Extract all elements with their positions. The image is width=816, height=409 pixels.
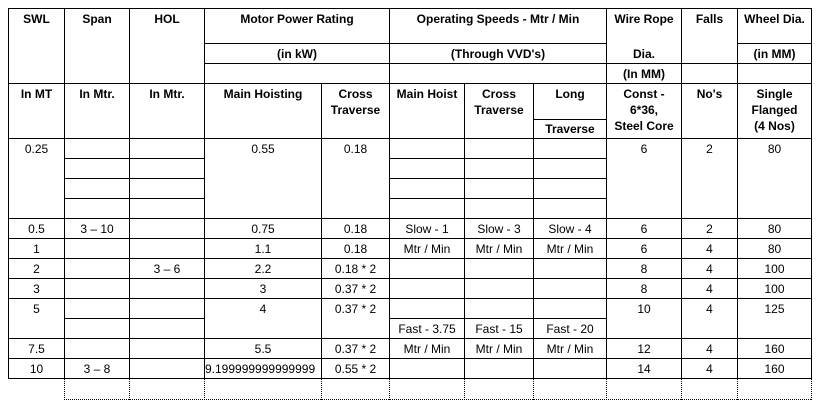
header-wheel-type: Single Flanged (4 Nos) — [751, 87, 798, 133]
cell-rope-dia: 8 — [640, 282, 648, 296]
cell-wheel-dia: 160 — [764, 342, 785, 356]
header-motor-power: Motor Power Rating — [240, 12, 354, 26]
header-unit-span: In Mtr. — [79, 87, 115, 101]
cell-falls: 2 — [706, 222, 713, 236]
cell-swl: 10 — [29, 362, 44, 376]
cell-rope-dia: 6 — [640, 142, 648, 156]
cell-span: 3 – 10 — [80, 222, 114, 236]
cell-hoist-speed: Fast - 3.75 — [398, 322, 456, 336]
header-unit-hol: In Mtr. — [149, 87, 185, 101]
cell-cross-traverse-kw: 0.18 — [343, 242, 368, 256]
header-cross-traverse-speed: Cross Traverse — [474, 87, 524, 117]
cell-wheel-dia: 80 — [767, 242, 782, 256]
cell-cross-traverse-kw: 0.37 * 2 — [334, 302, 377, 316]
header-rope-construction: Const - 6*36, Steel Core — [614, 87, 674, 133]
cell-cross-traverse-kw: 0.18 * 2 — [334, 262, 377, 276]
cell-rope-dia: 8 — [640, 262, 648, 276]
cell-wheel-dia: 80 — [767, 222, 782, 236]
cell-hoist-speed: Mtr / Min — [403, 242, 451, 256]
cell-swl: 0.5 — [28, 222, 45, 236]
cell-main-hoisting: 1.1 — [254, 242, 272, 256]
cell-swl: 3 — [33, 282, 40, 296]
header-cross-traverse-motor: Cross Traverse — [330, 87, 381, 117]
cell-hoist-speed: Slow - 1 — [405, 222, 449, 236]
cell-falls: 2 — [706, 142, 713, 156]
cell-main-hoisting: 0.55 — [251, 142, 275, 156]
cell-ct-speed: Mtr / Min — [475, 242, 523, 256]
cell-wheel-dia: 100 — [764, 262, 785, 276]
header-span: Span — [82, 12, 112, 26]
cell-falls: 4 — [706, 362, 713, 376]
header-wire-rope: Wire Rope — [614, 12, 674, 26]
cell-hol: 3 – 6 — [153, 262, 181, 276]
cell-rope-dia: 6 — [640, 222, 648, 236]
header-wire-rope-unit: (In MM) — [623, 67, 665, 81]
cell-rope-dia: 10 — [637, 302, 651, 316]
cell-falls: 4 — [706, 302, 713, 316]
cell-span: 3 – 8 — [83, 362, 111, 376]
header-falls: Falls — [695, 12, 724, 26]
cell-falls: 4 — [706, 242, 713, 256]
header-wheel-dia: Wheel Dia. — [744, 12, 805, 26]
cell-main-hoisting: 0.75 — [251, 222, 275, 236]
cell-swl: 5 — [33, 302, 40, 316]
header-motor-unit: (in kW) — [277, 47, 317, 61]
cell-falls: 4 — [706, 282, 713, 296]
cell-hoist-speed: Mtr / Min — [403, 342, 451, 356]
header-traverse: Traverse — [545, 122, 595, 136]
cell-falls: 4 — [706, 262, 713, 276]
header-main-hoisting: Main Hoisting — [223, 87, 303, 101]
cell-ct-speed: Slow - 3 — [477, 222, 521, 236]
cell-rope-dia: 12 — [637, 342, 651, 356]
cell-swl: 2 — [33, 262, 40, 276]
cell-lt-speed: Mtr / Min — [546, 242, 594, 256]
header-wire-rope-dia: Dia. — [632, 47, 655, 61]
cell-cross-traverse-kw: 0.55 * 2 — [334, 362, 377, 376]
header-hol: HOL — [154, 12, 180, 26]
cell-cross-traverse-kw: 0.18 — [343, 142, 368, 156]
cell-rope-dia: 14 — [637, 362, 651, 376]
cell-lt-speed: Mtr / Min — [546, 342, 594, 356]
cell-wheel-dia: 160 — [764, 362, 785, 376]
cell-rope-dia: 6 — [640, 242, 648, 256]
cell-wheel-dia: 80 — [767, 142, 782, 156]
header-swl: SWL — [23, 12, 50, 26]
cell-wheel-dia: 100 — [764, 282, 785, 296]
cell-ct-speed: Fast - 15 — [475, 322, 523, 336]
cell-lt-speed: Slow - 4 — [548, 222, 592, 236]
header-wheel-unit: (in MM) — [753, 47, 796, 61]
cell-cross-traverse-kw: 0.37 * 2 — [334, 342, 377, 356]
cell-lt-speed: Fast - 20 — [546, 322, 594, 336]
cell-ct-speed: Mtr / Min — [475, 342, 523, 356]
header-long: Long — [555, 87, 585, 101]
header-speeds-note: (Through VVD's) — [450, 47, 546, 61]
header-unit-swl: In MT — [20, 87, 53, 101]
cell-swl: 7.5 — [28, 342, 45, 356]
header-falls-unit: No's — [696, 87, 723, 101]
cell-main-hoisting: 5.5 — [254, 342, 272, 356]
cell-falls: 4 — [706, 342, 713, 356]
header-main-hoist: Main Hoist — [396, 87, 458, 101]
cell-swl: 1 — [33, 242, 40, 256]
cell-cross-traverse-kw: 0.18 — [343, 222, 368, 236]
cell-main-hoisting: 9.199999999999999 — [205, 362, 316, 376]
header-operating-speeds: Operating Speeds - Mtr / Min — [416, 12, 580, 26]
cell-wheel-dia: 125 — [764, 302, 785, 316]
cell-swl: 0.25 — [24, 142, 49, 156]
cell-main-hoisting: 4 — [259, 302, 267, 316]
cell-main-hoisting: 3 — [259, 282, 267, 296]
cell-cross-traverse-kw: 0.37 * 2 — [334, 282, 377, 296]
cell-main-hoisting: 2.2 — [254, 262, 272, 276]
